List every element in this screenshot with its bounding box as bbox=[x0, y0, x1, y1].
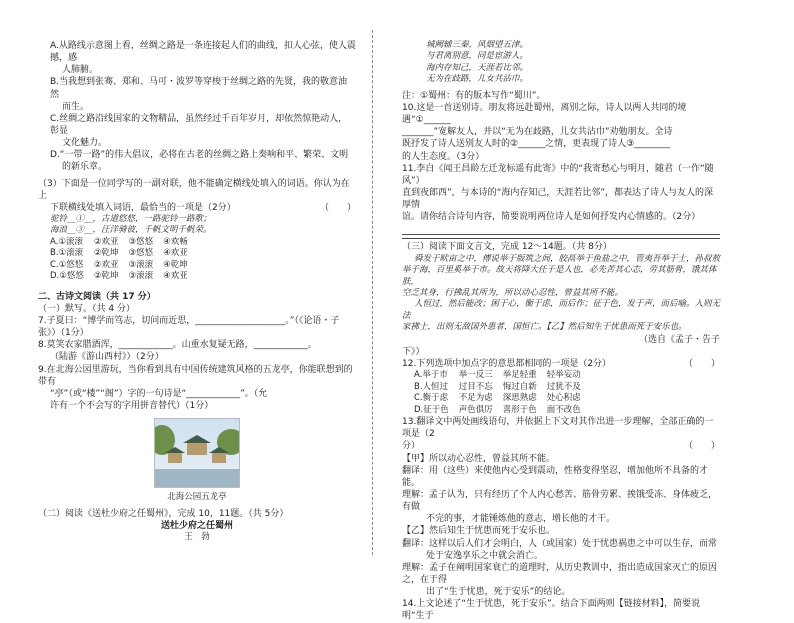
option-cell: ②欢亚 bbox=[93, 236, 119, 247]
option-cell: 举一反三 bbox=[458, 370, 493, 381]
option-cell: 深思熟虑 bbox=[502, 393, 537, 404]
option-cell: A.举于市 bbox=[414, 370, 448, 381]
table-row bbox=[414, 405, 591, 416]
subsection-3-title: （三）阅读下面文言文，完成 12～14题。（共 8分） bbox=[402, 242, 612, 253]
option-cell: D.①悠悠 bbox=[50, 271, 84, 282]
q13-text-cont: 分） （ ） bbox=[402, 441, 720, 452]
poem-author: 王 勃 bbox=[184, 531, 210, 542]
q5-option-c-cont: 文化魅力。 bbox=[62, 138, 108, 149]
prose-line: 人恒过，然后能改；困于心，衡于虑，而后作；征于色，发于声，而后喻。入则无法 bbox=[402, 299, 721, 321]
table-row bbox=[414, 370, 591, 381]
jia-label: 【甲】所以动心忍性，曾益其所不能。 bbox=[402, 453, 556, 464]
yi-understanding: 理解：孟子在阐明国家衰亡的道理时，从历史教训中，指出造成国家灭亡的原因之，在于得 bbox=[402, 562, 718, 585]
q3-couplet-line2: 海浪__③__，汪洋骑彼，千帆文明千帆荣。 bbox=[50, 225, 212, 236]
q3-options-table bbox=[50, 237, 198, 283]
option-cell: ④欢亚 bbox=[163, 248, 188, 259]
q3-stem-cont: 下联横线处填入词语，最恰当的一项是（2分） （ ） bbox=[50, 202, 356, 213]
table-row bbox=[414, 382, 591, 393]
option-cell: 不足为虑 bbox=[458, 393, 493, 404]
option-cell: ③滚滚 bbox=[128, 259, 154, 270]
q10-text-cont3: 的人生态度。（3分） bbox=[402, 151, 485, 162]
q5-option-b: B.当我想到张骞、郑和、马可・波罗等穿梭于丝绸之路的先贤，我的敬意油然 bbox=[50, 77, 348, 100]
poem-line: 城阙辅三秦，风烟望五津。 bbox=[426, 40, 529, 50]
pavilion-photo bbox=[154, 418, 240, 488]
option-cell: 举足轻重 bbox=[502, 370, 537, 381]
table-row bbox=[50, 260, 198, 271]
yi-label: 【乙】然后知生于忧患而死于安乐也。 bbox=[402, 526, 556, 537]
option-cell: 处心积虑 bbox=[546, 393, 581, 404]
yi-translation-cont: 处于安逸享乐之中就会消亡。 bbox=[426, 550, 544, 561]
q12-text: 12.下列选项中加点字的意思都相同的一项是（2分） （ ） bbox=[402, 359, 720, 370]
jia-understanding-cont: 不完的事，才能锤炼他的意志，增长他的才干。 bbox=[426, 514, 616, 525]
q5-option-d-cont: 的新乐章。 bbox=[62, 162, 108, 173]
option-cell: C.衡于虑 bbox=[414, 393, 449, 404]
q5-option-c: C.丝绸之路沿线国家的文物精品，虽然经过千百年岁月，却依然惊艳动人，彰显 bbox=[50, 113, 348, 136]
yi-understanding-cont: 出了“生于忧患，死于安乐”的结论。 bbox=[426, 587, 571, 598]
table-row bbox=[50, 237, 198, 248]
poem-title: 送杜少府之任蜀州 bbox=[160, 520, 233, 531]
q9-text: 9.在北海公园里游玩，当你看到具有中国传统建筑风格的五龙亭，你能联想到的带有 bbox=[38, 364, 353, 387]
jia-translation: 翻译：用（这些）来使他内心受到震动，性格变得坚忍，增加他所不具备的才能。 bbox=[402, 465, 709, 488]
option-cell: ③悠悠 bbox=[128, 236, 154, 247]
yi-translation: 翻译：这样以后人们才会明白，人（或国家）处于忧患祸患之中可以生存，而常 bbox=[402, 538, 718, 549]
q11-text-cont2: 谊。请你结合诗句内容，简要说明两位诗人是如何抒发内心情感的。（2分） bbox=[402, 212, 701, 223]
q5-option-b-cont: 而生。 bbox=[62, 101, 90, 112]
poem-note: 注：①蜀州：有的版本写作“蜀川”。 bbox=[402, 90, 546, 101]
table-row bbox=[50, 271, 198, 282]
answer-paren[interactable]: （ ） bbox=[683, 359, 720, 370]
q11-text-cont: 直到夜郎西”，与本诗的“海内存知己，天涯若比邻”，都表达了诗人与友人的深厚情 bbox=[402, 188, 713, 211]
left-column bbox=[38, 40, 356, 543]
q7-text: 7.子夏曰：“博学而笃志，切问而近思，____________________。”（《论语・子张》）（1分） bbox=[38, 316, 340, 339]
q11-text: 11.李白《闻王昌龄左迁龙标遥有此寄》中的“我寄愁心与明月，随君（一作“随风”） bbox=[402, 163, 714, 186]
q5-option-d: D.“一带一路”的伟大倡议，必将在古老的丝绸之路上奏响和平、繁荣、文明 bbox=[50, 150, 349, 161]
answer-paren[interactable]: （ ） bbox=[683, 441, 720, 452]
q10-text-cont2: 既抒发了诗人送别友人时的②______之情，更表现了诗人③________ bbox=[402, 139, 671, 150]
q10-text: 10.这是一首送别诗。朋友将远赴蜀州，离别之际，诗人以两人共同的境遇“①______ bbox=[402, 103, 687, 126]
option-cell: ③悠悠 bbox=[128, 248, 154, 259]
q10-text-cont: _______”宽解友人，并以“无为在歧路，儿女共沾巾”劝勉朋友。全诗 bbox=[402, 127, 673, 138]
option-cell: B.人恒过 bbox=[414, 381, 449, 392]
option-cell: 过犹不及 bbox=[546, 381, 581, 392]
option-cell: 面不改色 bbox=[546, 404, 581, 415]
option-cell: ④欢亚 bbox=[163, 271, 188, 282]
option-cell: ②乾坤 bbox=[93, 271, 119, 282]
subsection-1-title: （一）默写。（共 4 分） bbox=[38, 303, 135, 314]
option-cell: ④欢畅 bbox=[163, 236, 188, 247]
q9-text-cont: “亭”（或“楼”“阁”）字的一句诗是“____________”。（允 bbox=[50, 388, 268, 399]
option-cell: ②欢亚 bbox=[93, 259, 119, 270]
section-2-title: 二、古诗文阅读（共 17 分） bbox=[38, 291, 156, 302]
option-cell: ④乾坤 bbox=[163, 259, 188, 270]
table-row bbox=[414, 393, 591, 404]
q13-text: 13.翻译文中两处画线语句，并依据上下文对其作出进一步理解，全部正确的一项是（2 bbox=[402, 417, 714, 440]
q9-text-cont2: 许有一个不会写的字用拼音替代）（1分） bbox=[50, 401, 214, 412]
poem-line: 无为在歧路，儿女共沾巾。 bbox=[426, 74, 529, 85]
jia-understanding: 理解：孟子认为，只有经历了个人内心愁苦、筋骨劳累、挨饿受冻、身体疲乏，有做 bbox=[402, 489, 718, 513]
table-row bbox=[50, 248, 198, 259]
poem-line: 海内存知己，天涯若比邻。 bbox=[426, 62, 529, 73]
answer-line[interactable] bbox=[402, 225, 720, 235]
prose-line: 舜发于畎亩之中，傅说举于版筑之间，胶鬲举于鱼盐之中，管夷吾举于士，孙叔敖 bbox=[414, 253, 721, 264]
right-column bbox=[402, 40, 720, 623]
subsection-2-title: （二）阅读《送杜少府之任蜀州》，完成 10，11题。（共 5分） bbox=[38, 508, 289, 519]
answer-paren[interactable]: （ ） bbox=[319, 202, 356, 213]
q5-option-a: A.从路线示意图上看，丝绸之路是一条连接起人们的曲线，扣人心弦，使人震撼，感 bbox=[50, 41, 356, 64]
q14-text: 14.上文论述了“生于忧患，死于安乐”。结合下面两则【链接材料】，简要说明“生于 bbox=[402, 599, 701, 622]
q3-stem: （3）下面是一位同学写的一副对联，他不能确定横线处填入的词语。你认为在上 bbox=[38, 178, 350, 201]
option-cell: 过目不忘 bbox=[458, 381, 493, 392]
q8-source: （陆游《游山西村》）（2分） bbox=[50, 352, 164, 363]
column-divider bbox=[372, 30, 373, 555]
option-cell: 喜形于色 bbox=[502, 404, 537, 415]
option-cell: 声色俱厉 bbox=[458, 404, 493, 415]
prose-source: （选自《孟子・告子 bbox=[638, 334, 720, 345]
photo-caption: 北海公园五龙亭 bbox=[167, 492, 227, 503]
q3-couplet-line1: 驼铃__①__，古道悠悠，一路驼铃一路歌； bbox=[50, 213, 212, 224]
option-cell: 悔过自新 bbox=[502, 381, 537, 392]
option-cell: B.①滚滚 bbox=[50, 248, 84, 259]
option-cell: ②乾坤 bbox=[93, 248, 119, 259]
q5-option-a-cont: 人肺腑。 bbox=[62, 65, 99, 76]
prose-line: 家拂士，出则无敌国外患者，国恒亡。【乙】然后知生于忧患而死于安乐也。 bbox=[402, 322, 687, 333]
poem-line: 与君离别意，同是宦游人。 bbox=[426, 51, 529, 62]
prose-line: 空乏其身，行拂乱其所为，所以动心忍性，曾益其所不能。 bbox=[402, 287, 624, 298]
option-cell: C.①悠悠 bbox=[50, 259, 84, 270]
option-cell: 轻举妄动 bbox=[546, 370, 581, 381]
option-cell: D.征于色 bbox=[414, 404, 449, 415]
q8-text: 8.莫笑农家腊酒浑，____________。山重水复疑无路，____________。 bbox=[38, 340, 317, 351]
option-cell: ③滚滚 bbox=[128, 271, 154, 282]
q12-options-table bbox=[414, 370, 591, 416]
option-cell: A.①滚滚 bbox=[50, 236, 83, 247]
prose-line: 举于海，百里奚举于市。故天将降大任于是人也，必先苦其心志，劳其筋骨，饿其体肤， bbox=[402, 265, 717, 287]
prose-source-cont: 下》） bbox=[402, 346, 425, 357]
classical-reading-box bbox=[402, 238, 720, 346]
